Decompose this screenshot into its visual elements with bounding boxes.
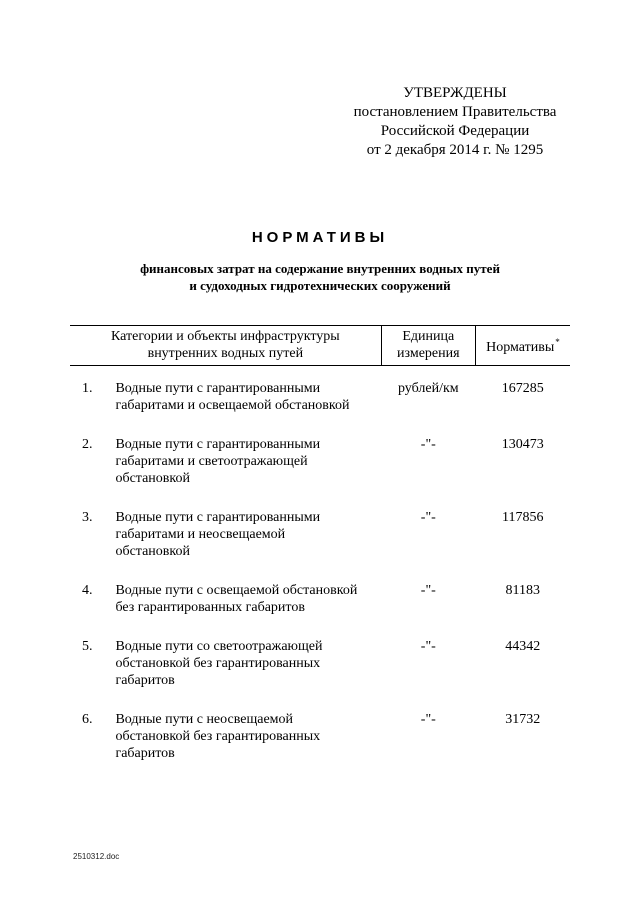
row-name: Водные пути с гарантированными габаритами и светоотражающей обстановкой [115, 437, 321, 486]
row-value: 81183 [505, 583, 540, 598]
approval-decree: постановлением Правительства [353, 104, 557, 120]
approval-government: Российской Федерации [380, 123, 530, 139]
row-unit: -"- [420, 639, 436, 654]
norms-table [70, 325, 570, 772]
document-title-block [0, 228, 640, 294]
row-unit: рублей/км [397, 381, 459, 396]
subtitle-line-2: и судоходных гидротехнических сооружений [189, 278, 451, 293]
header-norms: Нормативы* [475, 326, 570, 366]
approval-heading: УТВЕРЖДЕНЫ [403, 85, 507, 101]
row-number: 4. [82, 583, 93, 598]
approval-date-number: от 2 декабря 2014 г. № 1295 [366, 142, 544, 158]
row-number: 1. [82, 381, 93, 396]
row-unit: -"- [420, 712, 436, 727]
header-category: Категории и объекты инфраструктуры внутренних водных путей [70, 326, 381, 366]
row-value: 167285 [501, 381, 544, 396]
table-row [70, 497, 570, 570]
file-name-footer: 2510312.doc [73, 852, 120, 861]
row-number: 6. [82, 712, 93, 727]
row-number: 3. [82, 510, 93, 525]
row-unit: -"- [420, 583, 436, 598]
row-number: 5. [82, 639, 93, 654]
table-row [70, 366, 570, 425]
approval-stamp [340, 84, 570, 160]
row-number: 2. [82, 437, 93, 452]
table-header-row [70, 326, 570, 366]
table-row [70, 424, 570, 497]
table-row [70, 626, 570, 699]
row-value: 44342 [505, 639, 541, 654]
row-value: 130473 [501, 437, 544, 452]
row-name: Водные пути с освещаемой обстановкой без гарантированных габаритов [115, 583, 358, 615]
row-name: Водные пути с гарантированными габаритами и освещаемой обстановкой [115, 381, 350, 413]
row-unit: -"- [420, 510, 436, 525]
row-name: Водные пути со светоотражающей обстановкой без гарантированных габаритов [115, 639, 323, 688]
footnote-mark: * [555, 337, 560, 347]
document-title: НОРМАТИВЫ [251, 229, 389, 246]
row-name: Водные пути с гарантированными габаритами и неосвещаемой обстановкой [115, 510, 321, 559]
header-unit: Единица измерения [381, 326, 475, 366]
row-name: Водные пути с неосвещаемой обстановкой без гарантированных габаритов [115, 712, 321, 761]
row-value: 31732 [505, 712, 541, 727]
subtitle-line-1: финансовых затрат на содержание внутренних водных путей [140, 261, 500, 276]
table-row [70, 699, 570, 772]
document-subtitle [0, 260, 640, 294]
row-value: 117856 [501, 510, 544, 525]
row-unit: -"- [420, 437, 436, 452]
table-row [70, 570, 570, 626]
